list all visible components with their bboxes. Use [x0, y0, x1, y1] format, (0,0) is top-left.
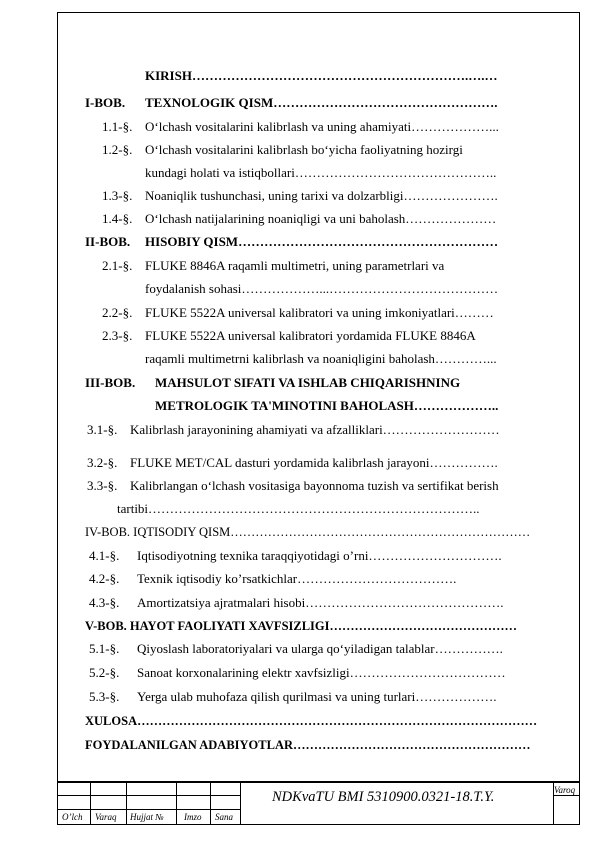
toc-section-title: FLUKE 5522A universal kalibratori va uning imkoniyatlari……… — [145, 305, 494, 320]
toc-references: FOYDALANILGAN ADABIYOTLAR………………………………………………… — [85, 738, 531, 752]
toc-section-number: 2.1-§. — [102, 258, 133, 273]
toc-section-title: O‘lchash vositalarini kalibrlash va uning ahamiyati………………... — [145, 119, 499, 134]
toc-section-number: 5.2-§. — [89, 665, 120, 680]
toc-section-title-cont: kundagi holati va istiqbollari……………………………………….. — [145, 165, 497, 180]
stamp-col-olch: O’lch — [62, 812, 83, 822]
toc-kirish: KIRISH……………………………………………………….….… — [145, 68, 498, 83]
toc-section-title-cont: foydalanish sohasi………………...………………………………… — [145, 281, 499, 296]
toc-chapter-2-title: HISOBIY QISM…………………………………………………… — [145, 234, 499, 249]
toc-section-title-cont: tartibi………………………………………………………………….. — [117, 501, 480, 516]
toc-section-number: 4.1-§. — [89, 548, 120, 563]
toc-chapter-1-title: TEXNOLOGIK QISM……………………………………………. — [145, 95, 498, 110]
toc-section-title: Kalibrlangan o‘lchash vositasiga bayonnoma tuzish va sertifikat berish — [130, 478, 499, 493]
toc-section-number: 4.3-§. — [89, 595, 120, 610]
toc-section-number: 1.4-§. — [102, 211, 133, 226]
toc-section-number: 1.3-§. — [102, 188, 133, 203]
document-number: NDKvaTU BMI 5310900.0321-18.T.Y. — [272, 789, 495, 805]
toc-conclusion: XULOSA…………………………………………………………………………………… — [85, 714, 538, 728]
toc-chapter-3-number: III-BOB. — [85, 375, 136, 390]
toc-section-number: 3.2-§. — [87, 455, 118, 470]
stamp-col-sana: Sana — [215, 812, 233, 822]
toc-chapter-3-title-cont: METROLOGIK TA'MINOTINI BAHOLASH……………….. — [155, 398, 499, 413]
varoq-label: Varoq — [554, 785, 576, 795]
stamp-col-varaq: Varaq — [95, 812, 117, 822]
stamp-col-hujjat: Hujjat № — [130, 812, 164, 822]
toc-section-title: Kalibrlash jarayonining ahamiyati va afzalliklari……………………… — [130, 422, 500, 437]
toc-chapter-3-title: MAHSULOT SIFATI VA ISHLAB CHIQARISHNING — [155, 375, 461, 390]
toc-section-title: Amortizatsiya ajratmalari hisobi………………………………………. — [137, 595, 504, 610]
toc-section-title: Texnik iqtisodiy ko’rsatkichlar………………………………. — [137, 571, 457, 586]
toc-section-number: 1.2-§. — [102, 142, 133, 157]
toc-section-number: 4.2-§. — [89, 571, 120, 586]
toc-section-title: FLUKE 5522A universal kalibratori yordamida FLUKE 8846A — [145, 328, 476, 343]
toc-section-number: 2.2-§. — [102, 305, 133, 320]
toc-chapter-1-number: I-BOB. — [85, 95, 126, 110]
toc-section-title: Noaniqlik tushunchasi, uning tarixi va dolzarbligi…………………. — [145, 188, 498, 203]
toc-section-title: Qiyoslash laboratoriyalari va ularga qo‘yiladigan talablar……………. — [137, 641, 503, 656]
toc-chapter-4: IV-BOB. IQTISODIY QISM……………………………………………………………… — [85, 525, 531, 539]
toc-section-number: 3.3-§. — [87, 478, 118, 493]
toc-chapter-5: V-BOB. HAYOT FAOLIYATI XAVFSIZLIGI……………………………………… — [85, 619, 518, 633]
stamp-col-imzo: Imzo — [184, 812, 202, 822]
toc-section-title: O‘lchash vositalarini kalibrlash bo‘yicha faoliyatning hozirgi — [145, 142, 463, 157]
toc-section-title: Yerga ulab muhofaza qilish qurilmasi va uning turlari………………. — [137, 689, 497, 704]
toc-section-title: FLUKE 8846A raqamli multimetri, uning parametrlari va — [145, 258, 445, 273]
toc-section-title: O‘lchash natijalarining noaniqligi va uni baholash………………… — [145, 211, 497, 226]
toc-section-number: 5.1-§. — [89, 641, 120, 656]
toc-section-title: Iqtisodiyotning texnika taraqqiyotidagi o’rni…………………………. — [137, 548, 502, 563]
toc-section-title: Sanoat korxonalarining elektr xavfsizligi……………………………… — [137, 665, 506, 680]
toc-chapter-2-number: II-BOB. — [85, 234, 131, 249]
toc-section-number: 1.1-§. — [102, 119, 133, 134]
toc-section-number: 3.1-§. — [87, 422, 118, 437]
toc-section-title: FLUKE MET/CAL dasturi yordamida kalibrlash jarayoni……………. — [130, 455, 498, 470]
toc-section-number: 5.3-§. — [89, 689, 120, 704]
toc-section-title-cont: raqamli multimetrni kalibrlash va noaniqligini baholash…………... — [145, 351, 497, 366]
toc-section-number: 2.3-§. — [102, 328, 133, 343]
